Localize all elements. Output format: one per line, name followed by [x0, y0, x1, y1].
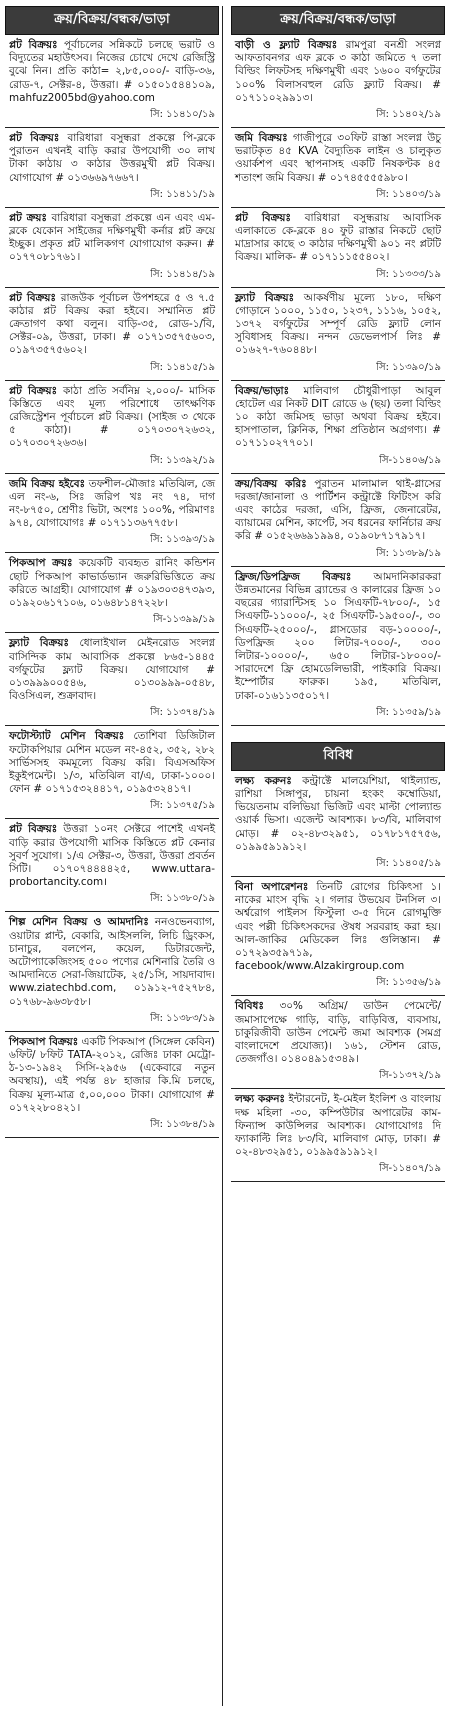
classified-ad — [5, 1032, 219, 1138]
ad-code: সি: ১১৪০৩/১৯ — [376, 188, 441, 200]
classified-ad — [231, 128, 445, 208]
ad-title: বাড়ী ও ফ্ল্যাট বিক্রয়ঃ — [235, 39, 338, 51]
ad-body — [9, 637, 215, 703]
ad-code: সি: ১১৩৭৪/১৯ — [150, 707, 215, 719]
ad-title: বিবিধঃ — [235, 1000, 264, 1013]
ad-body — [235, 478, 441, 544]
classified-ad — [5, 35, 219, 128]
ad-code: সি-১১৩৭২/১৯ — [379, 1070, 441, 1082]
ad-text: গাজীপুরে ৩০ফিট রাস্তা সংলগ্ন উচু ভরাটকৃত ৪৫ KVA বৈদ্যুতিক লাইন ও চালুকৃত ওয়ার্কশপ এবং স্থাপনাসহ একটি নিষকণ্টক ৪৫ শতাংশ জমি বিক্রয়। # ০১৭৪৫৫৫৫৯৮০। — [235, 132, 441, 184]
ad-body — [9, 557, 215, 610]
ad-code: সি: ১১৪০৫/১৯ — [376, 857, 441, 869]
classified-ad — [5, 474, 219, 554]
ad-title: প্লট বিক্রয়ঃ — [235, 211, 291, 224]
ad-title: প্লট ক্রয়ঃ — [9, 211, 47, 224]
ad-body — [235, 775, 441, 854]
ad-code: সি-১১৪০৭/১৯ — [379, 1163, 441, 1175]
ad-body — [9, 292, 215, 358]
ad-title: জমি বিক্রয় হইবেঃ — [9, 477, 86, 490]
ad-text: কাঠা প্রতি সর্বনিম্ন ২,০০০/- মাসিক কিস্তিতে এবং মূল্য পরিশোধে তাৎক্ষণিক রেজিস্ট্রেশন পূর্বাচলে প্লট বিক্রয়। (সাইজ ৩ থেকে ৫ কাঠা)। # ০১৭০৩০৭২৬৩২, ০১৭০৩০৭২৬৩৬। — [9, 384, 215, 450]
ad-body — [9, 478, 215, 531]
ad-title: লক্ষ্য করুনঃ — [235, 774, 292, 787]
classified-ad — [231, 208, 445, 288]
right-section-header: ক্রয়/বিক্রয়/বন্ধক/ভাড়া — [231, 6, 445, 35]
ad-body — [235, 1093, 441, 1159]
ad-text: ননওভেনব্যাগ, ওয়াটার প্লান্ট, বেকারি, আইসললি, লিচি ড্রিংকস, চানাচুর, বলপেন, কয়েল, ডিটারজেন্ট, অটোপ্যাকেজিংসহ ৫০০ পণ্যের মেশিনারি তৈরি ও আমদানিতে সেরা-জিয়াটেক, ২৫/১সি, সায়দাবাদ। www.ziatechbd.com, ০১৯১২-৭৫২৭৮৪, ০১৭৬৮-৯৬৩৮৫৮। — [9, 916, 215, 1008]
left-column — [5, 6, 219, 1138]
ad-code: সি: ১১৩৮৩/১৯ — [150, 1012, 215, 1024]
ad-text: বারিধারা বসুন্ধরায় আবাসিক এলাকাতে কে-ব্লকে ৪০ ফুট রাস্তার নিকটে ছোট মাদ্রাসার কাছে ৩ কাঠার দক্ষিণমুখী ৯০১ নং প্লটটি বিক্রয়। মালিক- # ০১৭১১১৫৫৪০২। — [235, 211, 442, 264]
classified-ad — [5, 633, 219, 726]
ad-code: সি: ১১৩৮৯/১৯ — [376, 547, 441, 559]
ad-body — [235, 1000, 441, 1066]
ad-body — [9, 132, 215, 185]
ad-text: তোশিবা ডিজিটাল ফটোকপিয়ার মেশিন মডেল নং-৪৫২, ৩৫২, ২৮২ সার্ভিসসহ কমমূল্যে বিক্রয় করি। বিএসঅফিস ইকুইপমেন্ট। ১/৩, মতিঝিল বা/এ, ঢাকা-১০০০। ফোন # ০১৭১৫৩২৪৪১৭, ০১৯৫৩২৪১৭। — [9, 730, 215, 796]
ad-title: প্লট বিক্রয়ঃ — [9, 132, 60, 145]
ad-body — [235, 385, 441, 451]
ad-text: একটি পিকআপ (সিঙ্গেল কেবিন) ৬ফিট/ ৮ফিট TATA-২০১২, রেজিঃ ঢাকা মেট্রো-ঠ-১৩-১৯৪২ সিসি-২৯৫৬ (একেবারে নতুন অবস্থায়), এই পর্যন্ত ৪৮ হাজার কি.মি চলছে, বিক্রয় মূল্য-মাত্র ৫,০০,০০০ টাকা। যোগাযোগ # ০১৭২২৮০৪২১। — [9, 1035, 215, 1114]
ad-body — [9, 39, 215, 105]
column-divider — [222, 6, 223, 1706]
ad-text: ৩০% অগ্রিম/ ডাউন পেমেন্টে/ জমাসাপেক্ষে গাড়ি, বাড়ি, বাড়িবিত্ত, ব্যবসায়, চাকুরিজীবী ডাউন পেমেন্ট জমা আবশ্যক (সমগ্র বাংলাদেশে প্রযোজ্য)। ১৬১, স্টেশন রোড, তেজগাঁও। ০১৪০৪৯১৫৩৪৯। — [235, 1000, 441, 1066]
classified-ad — [231, 35, 445, 128]
right-ads-list — [231, 35, 445, 726]
ad-code: সি: ১১৩৫৯/১৯ — [376, 706, 441, 718]
ad-body — [9, 1036, 215, 1115]
classified-ad — [231, 474, 445, 567]
ad-title: ফ্ল্যাট বিক্রয়ঃ — [235, 291, 295, 304]
ad-code: সি: ১১৩৯০/১৯ — [376, 361, 441, 373]
ad-code: সি: ১১৩৩৩/১৯ — [376, 268, 441, 280]
classified-ad — [231, 288, 445, 381]
ad-title: বিনা অপারেশনঃ — [235, 880, 309, 893]
ad-title: পিকআপ ক্রয়ঃ — [9, 557, 73, 570]
ad-title: বিক্রয়/ভাড়াঃ — [235, 384, 290, 397]
ad-code: সি: ১১৩৮৪/১৯ — [150, 1118, 215, 1130]
ad-title: প্লট বিক্রয়ঃ — [9, 39, 58, 51]
ad-title: ক্রয়/বিক্রয় করিঃ — [235, 477, 307, 490]
classified-ad — [5, 819, 219, 912]
ad-text: মালিবাগ চৌধুরীপাড়া আবুল হোটেল এর নিকট DIT রোডে ৬ (ছয়) তলা বিল্ডিং ১০ কাঠা জমিসহ ভাড়া অথবা বিক্রয় হইবে। হাসপাতাল, ক্লিনিক, শিক্ষা প্রতিষ্ঠান অগ্রগণ্য। # ০১৭১১০২৭৭০১। — [235, 384, 441, 450]
ad-body — [235, 571, 441, 703]
left-ads-list — [5, 35, 219, 1138]
ad-text: বারিধারা বসুন্ধরা প্রকল্পে এন এবং এম-ব্লকে যেকোন সাইজের দক্ষিণমুখী কর্নার প্লট ক্রয়ে ইচ্ছুক। প্রকৃত প্লট মালিকগণ যোগাযোগ করুন। # ০১৭৭০৮১৭৬১। — [9, 211, 215, 264]
classified-ad — [5, 208, 219, 288]
ad-body — [9, 385, 215, 451]
ad-code: সি: ১১৩৯২/১৯ — [150, 454, 215, 466]
ad-title: জমি বিক্রয়ঃ — [235, 132, 288, 145]
ad-body — [235, 212, 441, 265]
classified-ad — [231, 771, 445, 877]
ad-code: সি-১১৩৯৯/১৯ — [153, 614, 215, 626]
ad-text: আকর্ষণীয় মূল্যে ১৮০, দক্ষিণ গোড়ানে ১০০০, ১১৫০, ১২৩৭, ১১১৬, ১০৫২, ১৩৭২ বর্গফুটের সম্পূর্ণ রেডি ফ্ল্যাট লোন সুবিধাসহ বিক্রয়। নন্দন ডেভেলপার্স লিঃ # ০১৬২৭-৭৬০৪৪৮। — [235, 291, 441, 357]
ad-body — [9, 916, 215, 1008]
ad-text: ধোলাইখাল মেইনরোড সংলগ্ন বাসিন্দিক কাম আবাসিক প্রকল্পে ৮৬৫-১৪৪৫ বর্গফুটের ফ্ল্যাট বিক্রয়। যোগাযোগ # ০১৩৯৯৯০০৫৪৬, ০১৩০৯৯৯-০৫৪৮, বিওসিএল, শুক্রাবাদ। — [9, 637, 215, 703]
ad-text: আমদানিকারকরা উন্নতমানের বিভিন্ন ব্র্যান্ডের ও কালারের ফ্রিজ ১০ বছরের গ্যারান্টিসহ ১০ সিএফটি-৭৮০০/-, ১৫ সিএফটি-১১০০০/-, ২৫ সিএফটি-১৯৫০০/-, ৩০ সিএফটি-২৫০০০/-, গ্লাসডোর বড়-১০০০০/-, ডিপফ্রিজ ২০০ লিটার-৭০০০/-, ৩০০ লিটার-১০০০০/-, ৬৫০ লিটার-১৮০০০/- সারাদেশে ফ্রি হোমডেলিভারী, পাইকারি বিক্রয়। ইম্পোর্টার ফারুক। ১৯৫, মতিঝিল, ঢাকা-০১৬১১৩৫০১৭। — [235, 570, 441, 702]
ad-body — [235, 39, 441, 105]
ad-text: তফশীল-মৌজাঃ মতিঝিল, জে এল নং-৬, সিঃ জরিপ খঃ নং ৭৪, দাগ নং-৮৭৫০, শ্রেণীঃ ভিটা, অংশঃ ১০০%, পরিমাণঃ ৯৭৪, যোগাযোগঃ # ০১৭১১৩৬৭৭৫৮। — [9, 477, 215, 530]
ad-text: তিনটি রোগের চিকিৎসা ১। নাকের মাংস বৃদ্ধি ২। গলার উভয়েব টনসিল ৩। অর্শ্বরোগ পাইলস ফিস্টুলা ৩-৫ দিনে রোগমুক্তি এবং পল্লী চিকিৎসকদের ঔষধ সরবরাহ করা হয়। আল-জাকির মেডিকেল লিঃ গুলিস্তান। # ০১৭২৯৩৫৯৭১৯, facebook/www.Alzakirgroup.com — [235, 880, 441, 973]
ad-code: সি: ১১৪১০/১৯ — [150, 109, 215, 121]
classified-ad — [5, 381, 219, 474]
ad-title: প্লট বিক্রয়ঃ — [9, 384, 58, 397]
ad-body — [235, 881, 441, 973]
ad-title: প্লট বিক্রয়ঃ — [9, 291, 56, 304]
classified-ad — [231, 567, 445, 726]
ad-code: সি: ১১৪১৪/১৯ — [150, 268, 215, 280]
ad-body — [235, 292, 441, 358]
ad-title: পিকআপ বিক্রয়ঃ — [9, 1035, 79, 1048]
ad-title: ফ্ল্যাট বিক্রয়ঃ — [9, 637, 69, 650]
classified-ad — [5, 553, 219, 633]
ad-text: পূর্বাচলের সন্নিকটে চলছে ভরাট ও বিদ্যুতের মহাউৎসব। নিজের চোখে দেখে রেজিস্ট্রি বুঝে নিন। প্রতি কাঠা= ২,৮৫,০০০/- বাড়ি-৩৬, রোড-৭, সেক্টর-৪, উত্তরা। # ০১৫০১৫৪৪১০৯, mahfuz2005bd@yahoo.com — [9, 39, 215, 104]
ad-code: সি-১১৪০৬/১৯ — [379, 454, 441, 466]
ad-body — [9, 823, 215, 889]
ad-title: লক্ষ্য করুনঃ — [235, 1093, 285, 1106]
classified-ad — [231, 877, 445, 996]
ad-body — [9, 212, 215, 265]
ad-title: শিল্প মেশিন বিক্রয় ও আমদানিঃ — [9, 916, 149, 929]
classified-ad — [231, 1089, 445, 1182]
classified-ad — [231, 381, 445, 474]
ad-text: বারিধারা বসুন্ধরা প্রকল্পে পি-ব্লকে পুরাতন এখনই বাড়ি করার উপযোগী ৩০ লাখ টাকা কাঠায় ৩ কাঠার উত্তরমুখী প্লট বিক্রয়। যোগাযোগ # ০১৩৬৬৯৭৬৬৭। — [9, 132, 215, 184]
right-column — [231, 6, 445, 1182]
ad-text: রাজউক পূর্বাচল উপশহরে ৫ ও ৭.৫ কাঠার প্লট বিক্রয় করা হইবে। সম্মানিত প্লট ক্রেতাগণ কথা বলুন। বাড়ি-৩৫, রোড-১/বি, সেক্টর-০৯, উত্তরা, ঢাকা। # ০১৭১৩৫৭৫৬০৩, ০১৯৭৩৫৭৫৬০২। — [9, 291, 216, 357]
ad-text: পুরাতন মালামাল থাই-গ্লাসের দরজা/জানালা ও পার্টিশন কন্ট্রাক্টে ফিটিংস করি এবং কাঠের দরজা, এসি, ফ্রিজ, জেনারেটর, ব্যায়ামের মেশিন, কার্পেট, সব ধরনের ফার্নিচার ক্রয় করি # ০১৫২৬৬৯১৯৯৪, ০১৯০৮৭১৭৯১৭। — [235, 477, 441, 543]
ad-body — [235, 132, 441, 185]
ad-title: ফ্রিজ/ডিপফ্রিজ বিক্রয়ঃ — [235, 570, 352, 583]
ad-code: সি: ১১৪০২/১৯ — [376, 109, 441, 121]
ad-code: সি: ১১৩৫৬/১৯ — [376, 977, 441, 989]
ad-code: সি: ১১৩৯৩/১৯ — [150, 534, 215, 546]
ad-title: ফটোস্ট্যাট মেশিন বিক্রয়ঃ — [9, 730, 125, 743]
classified-ad — [5, 128, 219, 208]
ad-text: রামপুরা বনশ্রী সংলগ্ন আফতাবনগর এফ ব্লকে ৩ কাঠা জমিতে ৭ তলা বিল্ডিং লিফটসহ দক্ষিণমুখী এবং ১৬০০ বর্গফুটের ১০০% বিলাসবহুল রেডি ফ্ল্যাট বিক্রয়। # ০১৭১১০২৯৯১৩। — [235, 39, 441, 104]
ad-text: উত্তরা ১০নং সেক্টরে পাশেই এখনই বাড়ি করার উপযোগী মাসিক কিস্তিতে প্লট কেনার সুবর্ণ সুযোগ। ১/এ সেক্টর-৩, উত্তরা, উত্তরা প্রবর্তন সিটি। ০১৭০৭৪৪৪৪২৫, www.uttara-probortancity.com। — [9, 823, 216, 889]
ad-text: কন্ট্রাক্টে মালয়েশিয়া, থাইল্যান্ড, রাশিয়া সিঙ্গাপুর, চায়না হংকং কম্বোডিয়া, ভিয়েতনাম বলিভিয়া ভিজিট এবং মাল্টা পোল্যান্ড ওয়ার্ক ভিসা। এজেন্ট আবশ্যক। ৮৩/বি, মালিবাগ মোড়। # ০২-৪৮৩২৯৫১, ০১৭৮১৭৫৭৫৬, ০১৯৯৫৯১৯১২। — [235, 774, 441, 853]
classified-ad — [231, 996, 445, 1089]
classified-ad — [5, 726, 219, 819]
ad-code: সি: ১১৪১১/১৯ — [150, 188, 215, 200]
classified-ad — [5, 288, 219, 381]
ad-body — [9, 730, 215, 796]
ad-code: সি: ১১৩৭৫/১৯ — [150, 800, 215, 812]
misc-ads-list — [231, 771, 445, 1183]
ad-text: কয়েকটি ব্যবহৃত রানিং কন্ডিশন ছোট পিকআপ কাভার্ডভ্যান জরুরিভিত্তিতে ক্রয় করিতে আগ্রহী। যোগাযোগ # ০১৯৩০৩৪৭৩৯৩, ০১৯২০৬১৭১০৬, ০১৬৪৮১৪৭২২৮। — [9, 557, 215, 610]
ad-title: প্লট বিক্রয়ঃ — [9, 823, 58, 836]
left-section-header: ক্রয়/বিক্রয়/বন্ধক/ভাড়া — [5, 6, 219, 35]
ad-text: ইন্টারনেট, ই-মেইল ইংলিশ ও বাংলায় দক্ষ মহিলা -৩০, কম্পিউটার অপারেটর কাম-ফিন্যান্স কাউন্সিলর আবশ্যক। যোগাযোগঃ দি ফ্যাকাল্টি লিঃ ৮৩/বি, মালিবাগ মোড়, ঢাকা। # ০২-৪৮৩২৯৫১, ০১৯৯৫৯১৯১২। — [235, 1093, 441, 1159]
ad-code: সি: ১১৩৮০/১৯ — [150, 893, 215, 905]
classified-ad — [5, 912, 219, 1031]
ad-code: সি: ১১৪১৫/১৯ — [150, 361, 215, 373]
misc-section-header: বিবিধ — [231, 742, 445, 771]
